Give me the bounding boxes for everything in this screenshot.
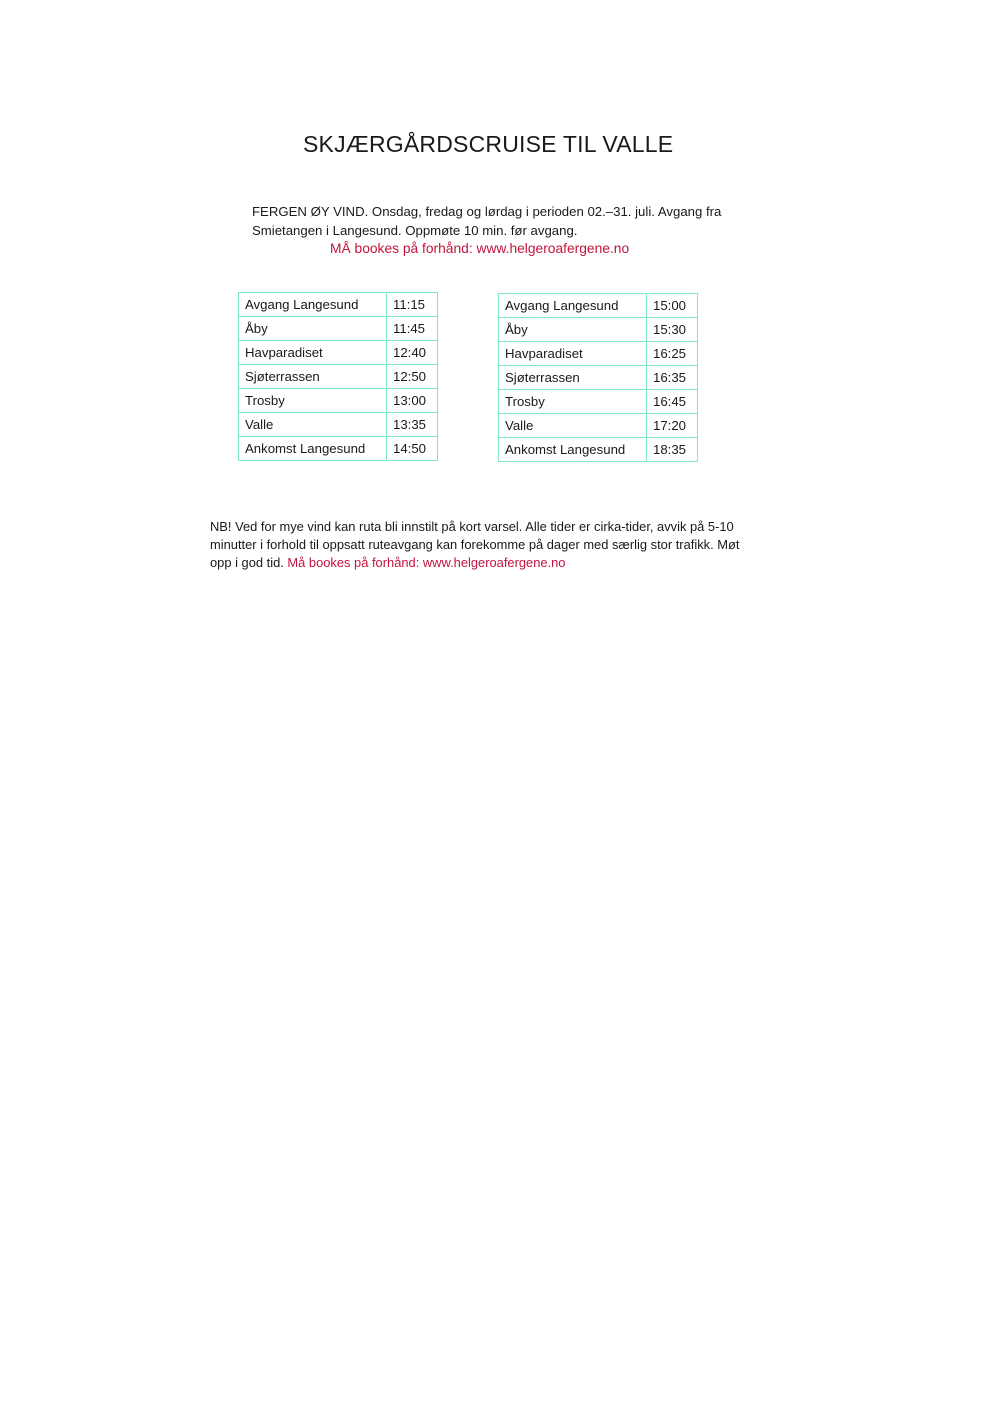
table-row <box>239 293 438 317</box>
stop-name: Ankomst Langesund <box>239 437 387 461</box>
timetable-afternoon <box>498 293 698 462</box>
stop-time: 15:00 <box>647 294 698 318</box>
stop-time: 16:45 <box>647 390 698 414</box>
stop-name: Trosby <box>239 389 387 413</box>
stop-name: Ankomst Langesund <box>499 438 647 462</box>
stop-time: 15:30 <box>647 318 698 342</box>
table-row <box>239 341 438 365</box>
intro-booking-link[interactable]: MÅ bookes på forhånd: www.helgeroafergene.no <box>330 241 630 256</box>
table-row <box>499 318 698 342</box>
stop-name: Valle <box>239 413 387 437</box>
stop-name: Havparadiset <box>499 342 647 366</box>
stop-name: Åby <box>499 318 647 342</box>
timetable-morning <box>238 292 438 461</box>
table-row <box>499 294 698 318</box>
notice-text: NB! Ved for mye vind kan ruta bli innstilt på kort varsel. Alle tider er cirka-tider, avvik på 5-10 minutter i forhold til oppsatt ruteavgang kan forekomme på dager med særlig stor trafikk. Møt opp i god tid. <box>210 518 740 570</box>
table-row <box>499 438 698 462</box>
table-row <box>499 390 698 414</box>
intro-line-2: Smietangen i Langesund. Oppmøte 10 min. før avgang. <box>252 222 578 238</box>
stop-time: 11:15 <box>387 293 438 317</box>
stop-time: 17:20 <box>647 414 698 438</box>
stop-time: 16:35 <box>647 366 698 390</box>
table-row <box>499 414 698 438</box>
table-row <box>239 317 438 341</box>
table-row <box>499 342 698 366</box>
stop-name: Sjøterrassen <box>239 365 387 389</box>
stop-name: Trosby <box>499 390 647 414</box>
stop-time: 12:40 <box>387 341 438 365</box>
table-row <box>499 366 698 390</box>
stop-time: 12:50 <box>387 365 438 389</box>
stop-name: Havparadiset <box>239 341 387 365</box>
table-row <box>239 437 438 461</box>
intro-paragraph <box>252 203 752 259</box>
page-title: SKJÆRGÅRDSCRUISE TIL VALLE <box>303 131 674 158</box>
stop-time: 16:25 <box>647 342 698 366</box>
stop-time: 14:50 <box>387 437 438 461</box>
stop-time: 11:45 <box>387 317 438 341</box>
table-row <box>239 365 438 389</box>
stop-name: Sjøterrassen <box>499 366 647 390</box>
notice-booking-link[interactable]: Må bookes på forhånd: www.helgeroafergene.no <box>287 554 566 570</box>
stop-name: Avgang Langesund <box>239 293 387 317</box>
notice-paragraph <box>210 518 740 572</box>
table-row <box>239 389 438 413</box>
stop-name: Åby <box>239 317 387 341</box>
intro-line-1: FERGEN ØY VIND. Onsdag, fredag og lørdag i perioden 02.–31. juli. Avgang fra <box>252 204 722 219</box>
stop-name: Valle <box>499 414 647 438</box>
table-row <box>239 413 438 437</box>
stop-time: 18:35 <box>647 438 698 462</box>
stop-name: Avgang Langesund <box>499 294 647 318</box>
stop-time: 13:00 <box>387 389 438 413</box>
stop-time: 13:35 <box>387 413 438 437</box>
